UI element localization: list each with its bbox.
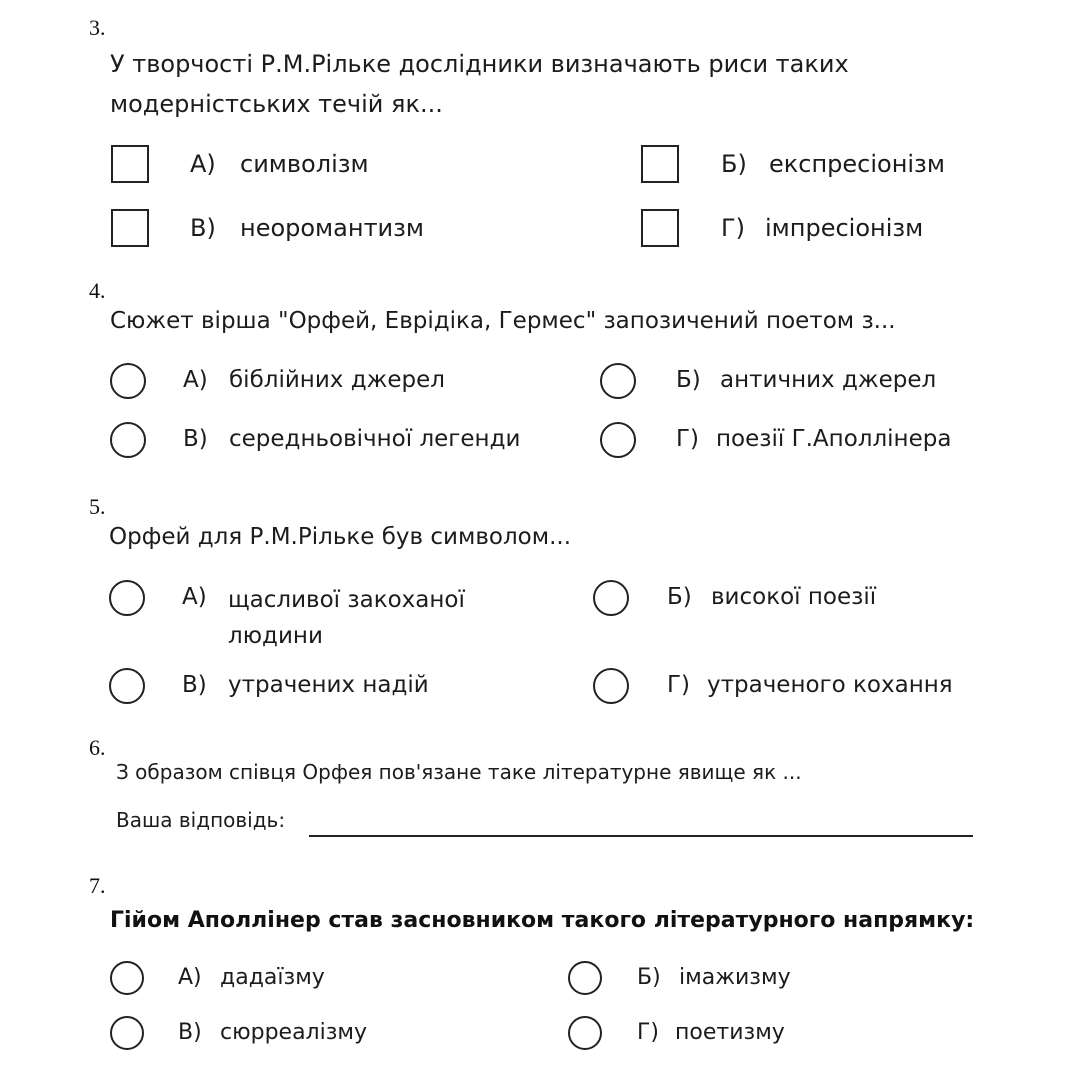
option-letter: Г) xyxy=(721,214,745,242)
option-text: імпресіонізм xyxy=(765,214,924,242)
option-letter: В) xyxy=(183,426,208,452)
question-number: 6. xyxy=(89,735,106,760)
option-text: експресіонізм xyxy=(769,150,945,178)
answer-input-line[interactable] xyxy=(309,835,973,837)
radio-a[interactable] xyxy=(110,363,146,399)
option-letter: Г) xyxy=(637,1020,659,1045)
question-number: 3. xyxy=(89,15,106,40)
option-text: античних джерел xyxy=(720,367,937,393)
option-text: символізм xyxy=(240,150,369,178)
question-text: Орфей для Р.М.Рільке був символом... xyxy=(109,524,572,550)
option-letter: В) xyxy=(178,1020,202,1045)
option-text: поетизму xyxy=(675,1020,785,1045)
option-text: дадаїзму xyxy=(220,965,325,990)
option-text: імажизму xyxy=(679,965,791,990)
radio-c[interactable] xyxy=(109,668,145,704)
question-text: У творчості Р.М.Рільке дослідники визначають риси таких модерністських течій як... xyxy=(110,50,849,118)
option-text: середньовічної легенди xyxy=(229,426,521,452)
option-text: біблійних джерел xyxy=(229,367,445,393)
radio-b[interactable] xyxy=(593,580,629,616)
question-number: 5. xyxy=(89,494,106,519)
option-letter: А) xyxy=(183,367,208,393)
option-text: утраченого кохання xyxy=(707,672,953,698)
question-number: 4. xyxy=(89,278,106,303)
option-letter: Г) xyxy=(667,672,690,698)
option-text: утрачених надій xyxy=(228,672,429,698)
option-text: щасливої закоханої людини xyxy=(228,587,465,649)
option-letter: В) xyxy=(190,214,216,242)
radio-a[interactable] xyxy=(110,961,144,995)
option-letter: В) xyxy=(182,672,207,698)
answer-label: Ваша відповідь: xyxy=(116,808,286,832)
radio-b[interactable] xyxy=(600,363,636,399)
option-letter: Б) xyxy=(667,584,692,610)
question-number: 7. xyxy=(89,873,106,898)
radio-c[interactable] xyxy=(110,422,146,458)
question-text: Гійом Аполлінер став засновником такого літературного напрямку: xyxy=(110,908,975,933)
option-text: неоромантизм xyxy=(240,214,425,242)
checkbox-b[interactable] xyxy=(641,145,679,183)
checkbox-a[interactable] xyxy=(111,145,149,183)
option-letter: Б) xyxy=(637,965,661,990)
radio-b[interactable] xyxy=(568,961,602,995)
option-letter: Г) xyxy=(676,426,699,452)
option-text: поезії Г.Аполлінера xyxy=(716,426,952,452)
radio-a[interactable] xyxy=(109,580,145,616)
option-letter: А) xyxy=(178,965,202,990)
option-text: сюрреалізму xyxy=(220,1020,368,1045)
radio-d[interactable] xyxy=(568,1016,602,1050)
option-text: високої поезії xyxy=(711,584,877,610)
option-letter: А) xyxy=(190,150,216,178)
radio-d[interactable] xyxy=(600,422,636,458)
checkbox-d[interactable] xyxy=(641,209,679,247)
checkbox-c[interactable] xyxy=(111,209,149,247)
question-text: Сюжет вірша "Орфей, Еврідіка, Гермес" запозичений поетом з... xyxy=(110,308,896,334)
option-letter: Б) xyxy=(676,367,701,393)
option-letter: Б) xyxy=(721,150,747,178)
option-letter: А) xyxy=(182,584,207,610)
radio-d[interactable] xyxy=(593,668,629,704)
question-text: З образом співця Орфея пов'язане таке літературне явище як ... xyxy=(116,760,802,784)
radio-c[interactable] xyxy=(110,1016,144,1050)
